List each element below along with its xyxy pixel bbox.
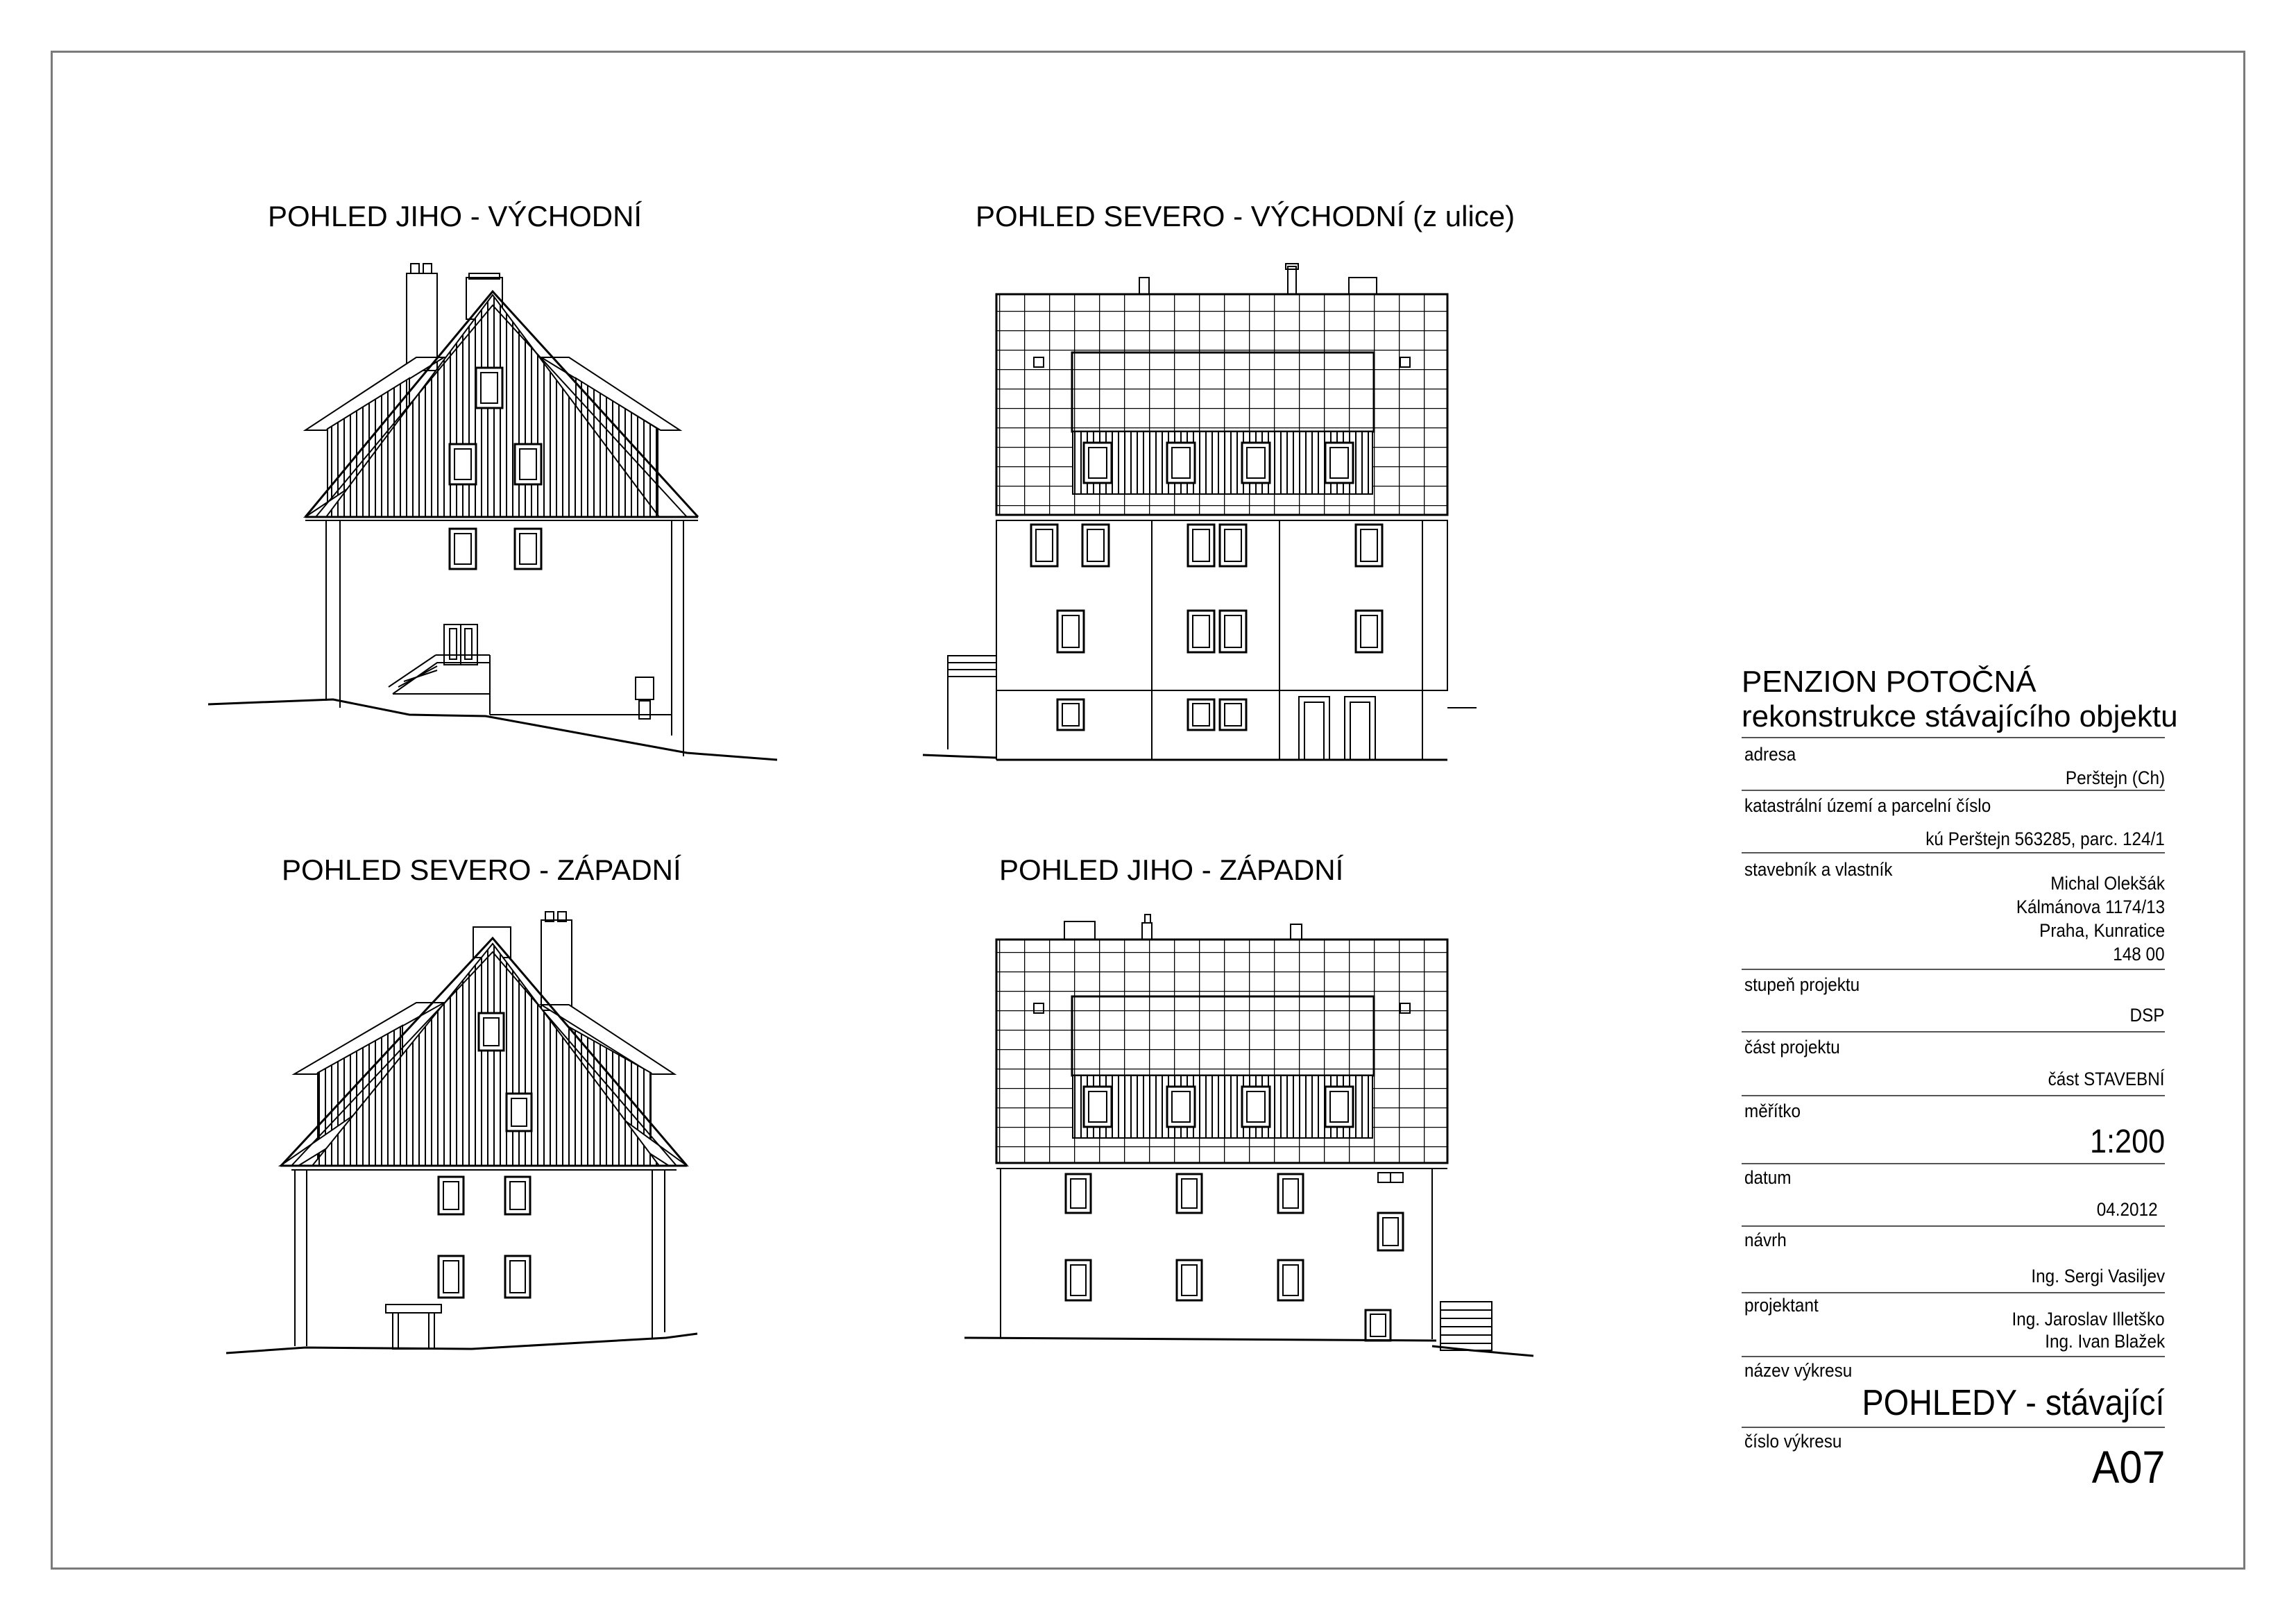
divider bbox=[1742, 1356, 2165, 1357]
drawing-name-label: název výkresu bbox=[1744, 1360, 1853, 1381]
drawing-no-label: číslo výkresu bbox=[1744, 1431, 1842, 1452]
stage-label: stupeň projektu bbox=[1744, 974, 1860, 995]
divider bbox=[1742, 1292, 2165, 1293]
designer-label: projektant bbox=[1744, 1295, 1819, 1316]
elevation-north-west bbox=[226, 912, 697, 1353]
part-value: část STAVEBNÍ bbox=[2048, 1069, 2165, 1089]
owner-line-3: Praha, Kunratice bbox=[2039, 920, 2165, 941]
drawing-name-value: POHLEDY - stávající bbox=[1862, 1383, 2165, 1423]
project-subtitle: rekonstrukce stávajícího objektu bbox=[1742, 699, 2178, 733]
divider bbox=[1742, 1031, 2165, 1033]
cadastre-value: kú Perštejn 563285, parc. 124/1 bbox=[1925, 829, 2165, 849]
date-value: 04.2012 bbox=[2097, 1199, 2158, 1220]
divider bbox=[1742, 1163, 2165, 1164]
elevation-south-west bbox=[964, 915, 1533, 1356]
designer-line-2: Ing. Ivan Blažek bbox=[2045, 1331, 2165, 1352]
cadastre-label: katastrální území a parcelní číslo bbox=[1744, 795, 1991, 816]
owner-line-2: Kálmánova 1174/13 bbox=[2016, 897, 2165, 917]
owner-line-1: Michal Olekšák bbox=[2050, 873, 2165, 894]
owner-line-4: 148 00 bbox=[2113, 944, 2165, 965]
view-title-north-east: POHLED SEVERO - VÝCHODNÍ (z ulice) bbox=[976, 200, 1515, 232]
designer-line-1: Ing. Jaroslav Illetško bbox=[2012, 1309, 2165, 1329]
stage-value: DSP bbox=[2130, 1005, 2165, 1026]
view-title-south-east: POHLED JIHO - VÝCHODNÍ bbox=[268, 200, 643, 232]
divider bbox=[1742, 737, 2165, 738]
divider bbox=[1742, 969, 2165, 970]
part-label: část projektu bbox=[1744, 1037, 1840, 1057]
drawing-no-value: A07 bbox=[2091, 1441, 2165, 1493]
design-value: Ing. Sergi Vasiljev bbox=[2031, 1266, 2165, 1286]
view-title-south-west: POHLED JIHO - ZÁPADNÍ bbox=[999, 853, 1344, 886]
title-block bbox=[1742, 659, 2178, 1506]
project-name: PENZION POTOČNÁ bbox=[1742, 665, 2036, 699]
divider bbox=[1742, 1225, 2165, 1227]
view-title-north-west: POHLED SEVERO - ZÁPADNÍ bbox=[282, 853, 681, 886]
scale-value: 1:200 bbox=[2089, 1123, 2165, 1160]
elevation-north-east bbox=[923, 264, 1477, 760]
address-value: Perštejn (Ch) bbox=[2065, 767, 2165, 788]
elevation-south-east bbox=[208, 264, 777, 760]
date-label: datum bbox=[1744, 1167, 1792, 1188]
scale-label: měřítko bbox=[1744, 1101, 1801, 1121]
divider bbox=[1742, 790, 2165, 791]
divider bbox=[1742, 1095, 2165, 1096]
divider bbox=[1742, 1427, 2165, 1428]
address-label: adresa bbox=[1744, 744, 1796, 765]
owner-label: stavebník a vlastník bbox=[1744, 859, 1893, 880]
design-label: návrh bbox=[1744, 1230, 1787, 1250]
divider bbox=[1742, 852, 2165, 853]
